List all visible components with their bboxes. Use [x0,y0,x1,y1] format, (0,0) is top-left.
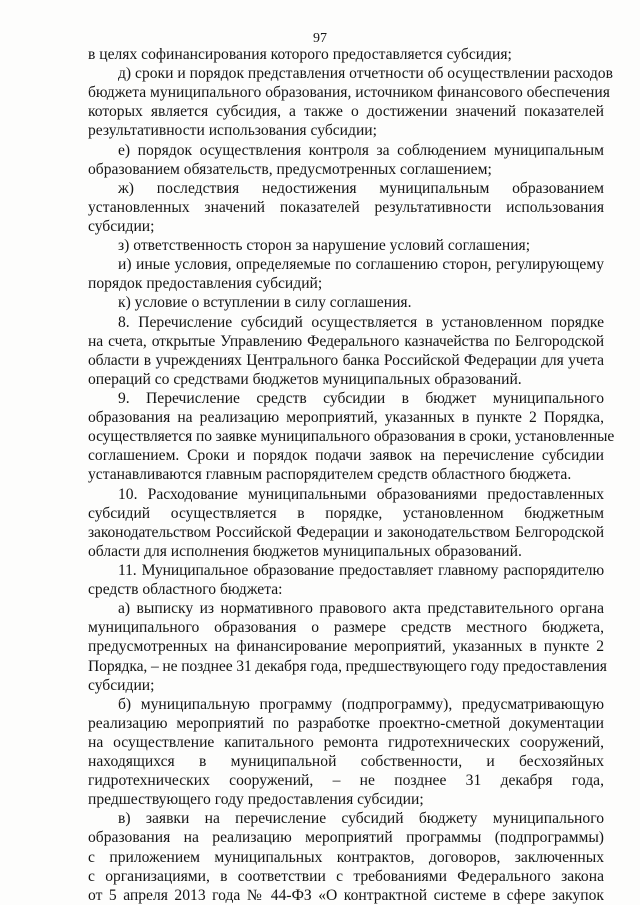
text-line: которых является субсидия, а также о достижении значений показателей [88,103,604,121]
page-number: 97 [313,31,327,46]
text-line: к) условие о вступлении в силу соглашения. [118,294,412,312]
text-line: от 5 апреля 2013 года № 44-ФЗ «О контрактной системе в сфере закупок [88,886,604,904]
text-line: предшествующего году предоставления субсидии; [88,791,424,809]
text-line: 8. Перечисление субсидий осуществляется в установленном порядке [118,313,604,331]
text-line: предусмотренных на финансирование мероприятий, указанных в пункте 2 [88,638,604,656]
text-line: в) заявки на перечисление субсидий бюджету муниципального [118,810,604,828]
text-line: реализацию мероприятий по разработке проектно-сметной документации [88,714,604,732]
text-line: субсидии; [88,217,155,235]
text-line: осуществляется по заявке муниципального образования в сроки, установленные [88,428,615,446]
text-line: ж) последствия недостижения муниципальным образованием [118,179,604,197]
text-line: Порядка, – не позднее 31 декабря года, предшествующего году предоставления [88,657,607,675]
text-line: области в учреждениях Центрального банка Российской Федерации для учета [88,351,604,369]
text-line: порядок предоставления субсидий; [88,275,323,293]
text-line: 11. Муниципальное образование предоставляет главному распорядителю [118,561,604,579]
text-line: и) иные условия, определяемые по соглашению сторон, регулирующему [118,256,604,274]
text-line: д) сроки и порядок представления отчетности об осуществлении расходов [118,65,613,83]
text-line: субсидий осуществляется в порядке, установленном бюджетным [88,504,604,522]
text-line: субсидии; [88,676,155,694]
text-line: соглашением. Сроки и порядок подачи заявок на перечисление субсидии [88,447,604,465]
text-line: 10. Расходование муниципальными образованиями предоставленных [118,485,604,503]
text-line: на осуществление капитального ремонта гидротехнических сооружений, [88,733,604,751]
text-line: в целях софинансирования которого предоставляется субсидия; [88,46,512,63]
text-line: средств областного бюджета: [88,581,283,599]
text-line: е) порядок осуществления контроля за соблюдением муниципальным [118,141,604,159]
text-line: на счета, открытые Управлению Федерального казначейства по Белгородской [88,332,604,350]
text-line: б) муниципальную программу (подпрограмму), предусматривающую [118,695,604,713]
text-line: бюджета муниципального образования, источником финансового обеспечения [88,84,610,102]
text-line: з) ответственность сторон за нарушение условий соглашения; [118,237,531,255]
text-line: находящихся в муниципальной собственности, и бесхозяйных [88,753,604,771]
text-line: законодательством Российской Федерации и законодательством Белгородской [88,523,604,541]
text-line: гидротехнических сооружений, – не позднее 31 декабря года, [88,772,604,790]
text-line: образованием обязательств, предусмотренных соглашением; [88,160,492,178]
text-line: с организациями, в соответствии с требованиями Федерального закона [88,867,604,885]
text-line: устанавливаются главным распорядителем средств областного бюджета. [88,466,572,484]
text-line: образования на реализацию мероприятий программы (подпрограммы) [88,829,604,847]
text-line: 9. Перечисление средств субсидии в бюджет муниципального [118,389,604,407]
text-line: а) выписку из нормативного правового акта представительного органа [118,600,604,618]
text-line: образования на реализацию мероприятий, указанных в пункте 2 Порядка, [88,409,604,427]
text-line: области для исполнения бюджетов муниципальных образований. [88,542,522,560]
text-line: муниципального образования о размере средств местного бюджета, [88,619,604,637]
text-line: с приложением муниципальных контрактов, договоров, заключенных [88,848,604,866]
text-line: операций со средствами бюджетов муниципальных образований. [88,370,522,388]
text-line: результативности использования субсидии; [88,122,377,140]
document-body [88,45,615,905]
text-line: установленных значений показателей результативности использования [88,198,604,216]
